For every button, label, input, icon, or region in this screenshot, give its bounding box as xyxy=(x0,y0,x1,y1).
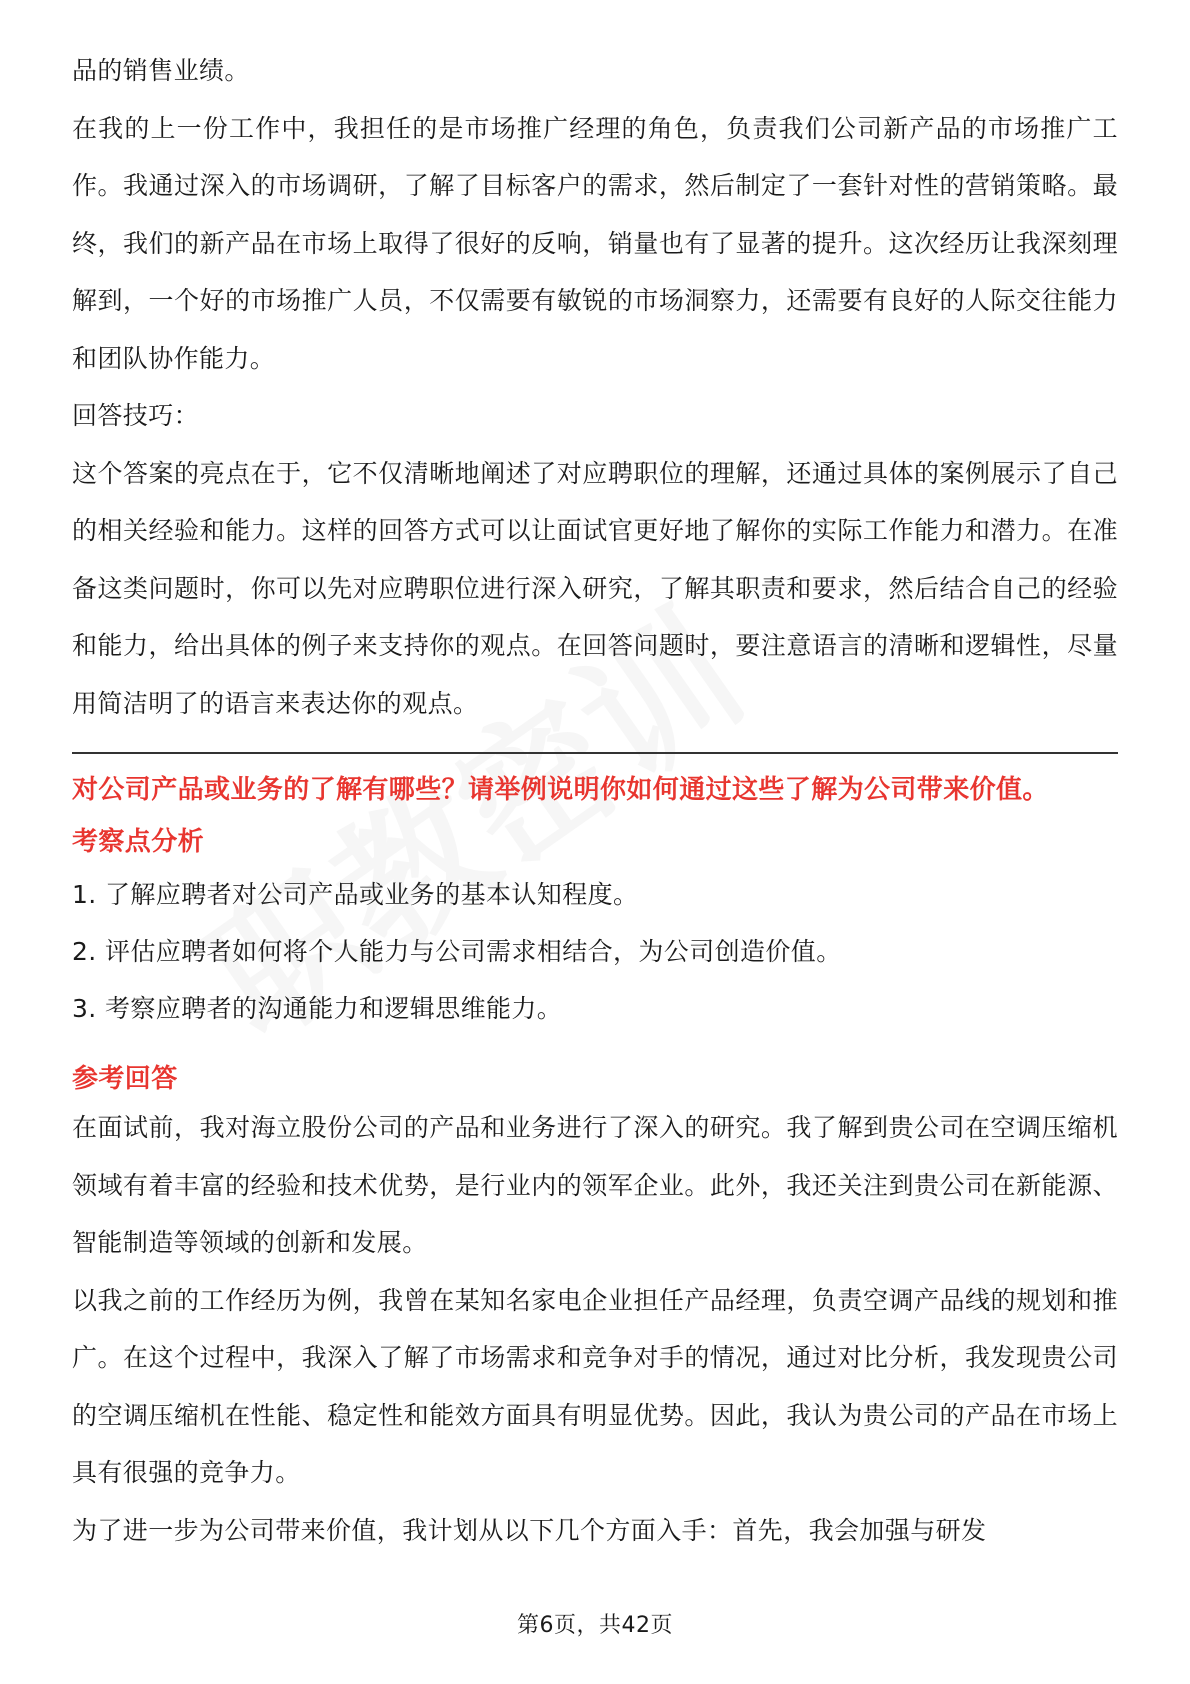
paragraph: 在面试前，我对海立股份公司的产品和业务进行了深入的研究。我了解到贵公司在空调压缩机领域有着丰富的经验和技术优势，是行业内的领军企业。此外，我还关注到贵公司在新能源、智能制造等领域的创新和发展。 xyxy=(72,1113,1118,1257)
analysis-list xyxy=(72,866,1118,1037)
paragraph: 在我的上一份工作中，我担任的是市场推广经理的角色，负责我们公司新产品的市场推广工作。我通过深入的市场调研，了解了目标客户的需求，然后制定了一套针对性的营销策略。最终，我们的新产品在市场上取得了很好的反响，销量也有了显著的提升。这次经历让我深刻理解到，一个好的市场推广人员，不仅需要有敏锐的市场洞察力，还需要有良好的人际交往能力和团队协作能力。 xyxy=(72,113,1118,373)
paragraph: 品的销售业绩。 xyxy=(72,56,250,85)
paragraph: 以我之前的工作经历为例，我曾在某知名家电企业担任产品经理，负责空调产品线的规划和推广。在这个过程中，我深入了解了市场需求和竞争对手的情况，通过对比分析，我发现贵公司的空调压缩机在性能、稳定性和能效方面具有明显优势。因此，我认为贵公司的产品在市场上具有很强的竞争力。 xyxy=(72,1285,1118,1487)
document-page xyxy=(72,42,1118,1559)
paragraph: 为了进一步为公司带来价值，我计划从以下几个方面入手：首先，我会加强与研发 xyxy=(72,1515,987,1545)
paragraph: 这个答案的亮点在于，它不仅清晰地阐述了对应聘职位的理解，还通过具体的案例展示了自己的相关经验和能力。这样的回答方式可以让面试官更好地了解你的实际工作能力和潜力。在准备这类问题时，你可以先对应聘职位进行深入研究，了解其职责和要求，然后结合自己的经验和能力，给出具体的例子来支持你的观点。在回答问题时，要注意语言的清晰和逻辑性，尽量用简洁明了的语言来表达你的观点。 xyxy=(72,458,1118,718)
list-item: 1. 了解应聘者对公司产品或业务的基本认知程度。 xyxy=(72,880,639,909)
section-divider xyxy=(72,752,1118,754)
answer-tips-label: 回答技巧： xyxy=(72,401,200,430)
answer-heading: 参考回答 xyxy=(72,1064,178,1094)
list-item: 3. 考察应聘者的沟通能力和逻辑思维能力。 xyxy=(72,994,563,1023)
analysis-heading: 考察点分析 xyxy=(72,827,205,857)
list-item: 2. 评估应聘者如何将个人能力与公司需求相结合，为公司创造价值。 xyxy=(72,937,842,966)
page-footer: 第6页，共42页 xyxy=(517,1613,673,1638)
question-title: 对公司产品或业务的了解有哪些？请举例说明你如何通过这些了解为公司带来价值。 xyxy=(72,775,1049,805)
